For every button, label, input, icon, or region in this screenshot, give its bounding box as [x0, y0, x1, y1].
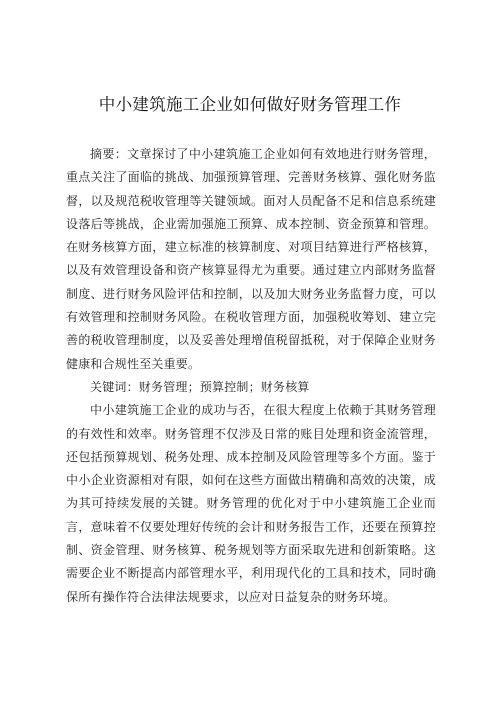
abstract-paragraph: 摘要：文章探讨了中小建筑施工企业如何有效地进行财务管理，重点关注了面临的挑战、加强预算管理、完善财务核算、强化财务监督，以及规范税收管理等关键领域。面对人员配备不足和信息系统建设落后等挑战，企业需加强施工预算、成本控制、资金预算和管理。在财务核算方面，建立标准的核算制度、对项目结算进行严格核算，以及有效管理设备和资产核算显得尤为重要。通过建立内部财务监督制度、进行财务风险评估和控制，以及加大财务业务监督力度，可以有效管理和控制财务风险。在税收管理方面，加强税收筹划、建立完善的税收管理制度，以及妥善处理增值税留抵税，对于保障企业财务健康和合规性至关重要。: [66, 147, 436, 371]
document-body: [66, 143, 436, 609]
keywords-paragraph: 关键词：财务管理；预算控制；财务核算: [90, 379, 310, 394]
document-title: 中小建筑施工企业如何做好财务管理工作: [98, 95, 402, 114]
intro-paragraph: 中小建筑施工企业的成功与否，在很大程度上依赖于其财务管理的有效性和效率。财务管理不仅涉及日常的账目处理和资金流管理，还包括预算规划、税务处理、成本控制及风险管理等多个方面。鉴于中小企业资源相对有限，如何在这些方面做出精确和高效的决策，成为其可持续发展的关键。财务管理的优化对于中小建筑施工企业而言，意味着不仅要处理好传统的会计和财务报告工作，还要在预算控制、资金管理、财务核算、税务规划等方面采取先进和创新策略。这需要企业不断提高内部管理水平，利用现代化的工具和技术，同时确保所有操作符合法律法规要求，以应对日益复杂的财务环境。: [66, 403, 436, 604]
